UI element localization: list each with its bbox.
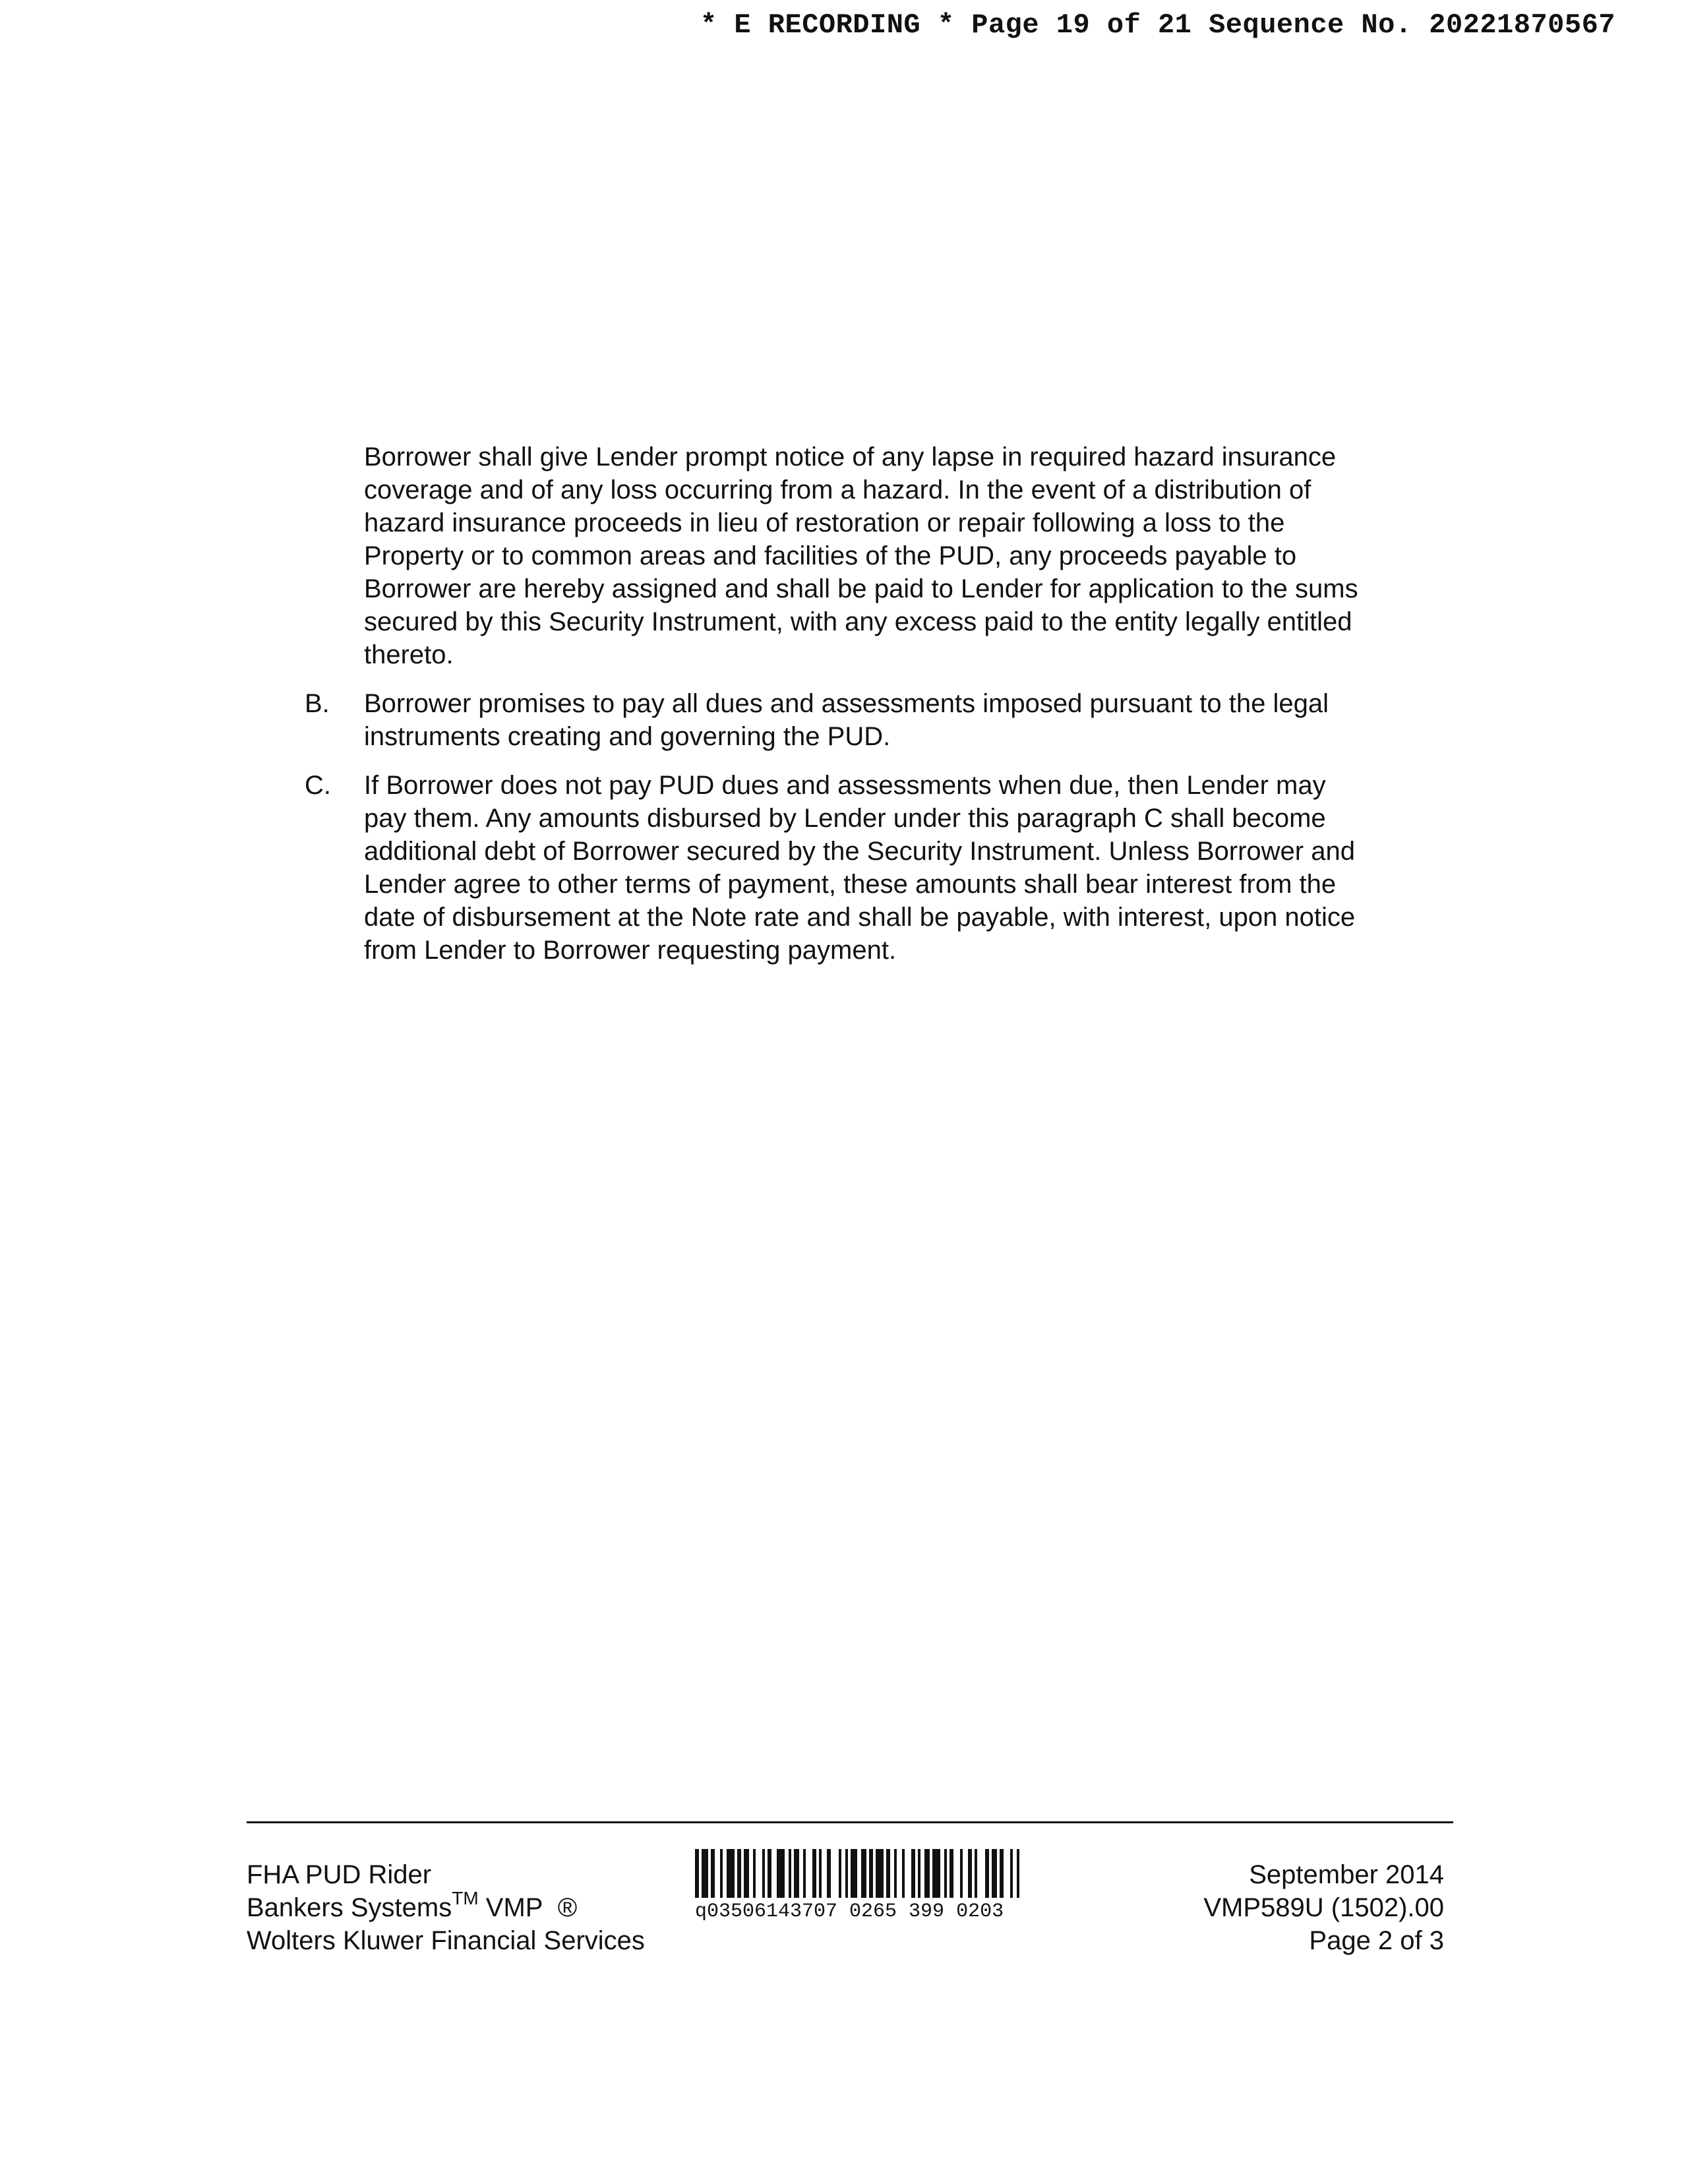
barcode-bar (753, 1849, 756, 1898)
barcode-bar (960, 1849, 963, 1898)
barcode-bar (845, 1849, 848, 1898)
recording-stamp: * E RECORDING * Page 19 of 21 Sequence No. 20221870567 (700, 9, 1615, 41)
barcode-bar (902, 1849, 905, 1898)
barcode-bar (924, 1849, 930, 1898)
barcode-bars (695, 1849, 1166, 1898)
hazard-insurance-paragraph: Borrower shall give Lender prompt notice of any lapse in required hazard insurance coverage and of any loss occurring from a hazard. In the event of a distribution of hazard insurance proceeds in lieu of restoration or repair following a loss to the Property or to common areas and facilities of the PUD, any proceeds payable to Borrower are hereby assigned and shall be paid to Lender for application to the sums secured by this Security Instrument, with any excess paid to the entity legally entitled thereto. (364, 442, 1358, 669)
barcode-bar (819, 1849, 822, 1898)
list-item (305, 769, 1360, 967)
barcode-bar (720, 1849, 723, 1898)
barcode-number: q03506143707 0265 399 0203 (695, 1900, 1004, 1923)
list-item (305, 687, 1360, 753)
barcode-bar (744, 1849, 749, 1898)
barcode-bar (869, 1849, 873, 1898)
barcode-bar (794, 1849, 799, 1898)
form-name: FHA PUD Rider (247, 1860, 432, 1889)
barcode-bar (985, 1849, 989, 1898)
barcode-bar (812, 1849, 816, 1898)
barcode (695, 1849, 1170, 1923)
barcode-bar (975, 1849, 977, 1898)
barcode-bar (762, 1849, 765, 1898)
item-letter: B. (305, 689, 330, 718)
item-text: If Borrower does not pay PUD dues and assessments when due, then Lender may pay them. Any amounts disbursed by Lender under this paragraph C shall become additional debt of Borrower secured by the Security Instrument. Unless Borrower and Lender agree to other terms of payment, these amounts shall bear interest from the date of disbursement at the Note rate and shall be payable, with interest, upon notice from Lender to Borrower requesting payment. (364, 771, 1356, 965)
barcode-bar (1010, 1849, 1013, 1898)
barcode-bar (861, 1849, 866, 1898)
barcode-bar (702, 1849, 708, 1898)
barcode-bar (768, 1849, 771, 1898)
footer-form-info (247, 1858, 645, 1957)
barcode-bar (932, 1849, 940, 1898)
form-code: VMP589U (1502).00 (1203, 1893, 1444, 1922)
barcode-bar (894, 1849, 897, 1898)
barcode-bar (695, 1849, 699, 1898)
barcode-bar (992, 1849, 997, 1898)
form-date: September 2014 (1249, 1860, 1444, 1889)
company-name: Wolters Kluwer Financial Services (247, 1926, 645, 1955)
barcode-bar (968, 1849, 972, 1898)
barcode-bar (911, 1849, 915, 1898)
rider-body (305, 440, 1360, 983)
product-name: VMP (485, 1893, 543, 1922)
barcode-bar (789, 1849, 791, 1898)
footer-divider (247, 1821, 1453, 1823)
item-text: Borrower promises to pay all dues and assessments imposed pursuant to the legal instruments creating and governing the PUD. (364, 689, 1329, 751)
barcode-bar (711, 1849, 715, 1898)
barcode-bar (803, 1849, 806, 1898)
barcode-bar (777, 1849, 785, 1898)
barcode-bar (1017, 1849, 1019, 1898)
barcode-bar (827, 1849, 831, 1898)
barcode-bar (876, 1849, 884, 1898)
page-number: Page 2 of 3 (1309, 1926, 1444, 1955)
item-letter: C. (305, 771, 331, 800)
barcode-bar (950, 1849, 953, 1898)
trademark-mark: TM (452, 1888, 479, 1908)
registered-mark: ® (557, 1893, 578, 1922)
barcode-bar (737, 1849, 741, 1898)
barcode-bar (727, 1849, 735, 1898)
barcode-bar (851, 1849, 857, 1898)
publisher-line (247, 1888, 645, 1924)
barcode-bar (839, 1849, 841, 1898)
barcode-bar (1000, 1849, 1004, 1898)
barcode-bar (886, 1849, 890, 1898)
footer-form-details (1203, 1858, 1444, 1957)
publisher-name: Bankers Systems (247, 1893, 452, 1922)
barcode-bar (918, 1849, 920, 1898)
barcode-bar (944, 1849, 947, 1898)
